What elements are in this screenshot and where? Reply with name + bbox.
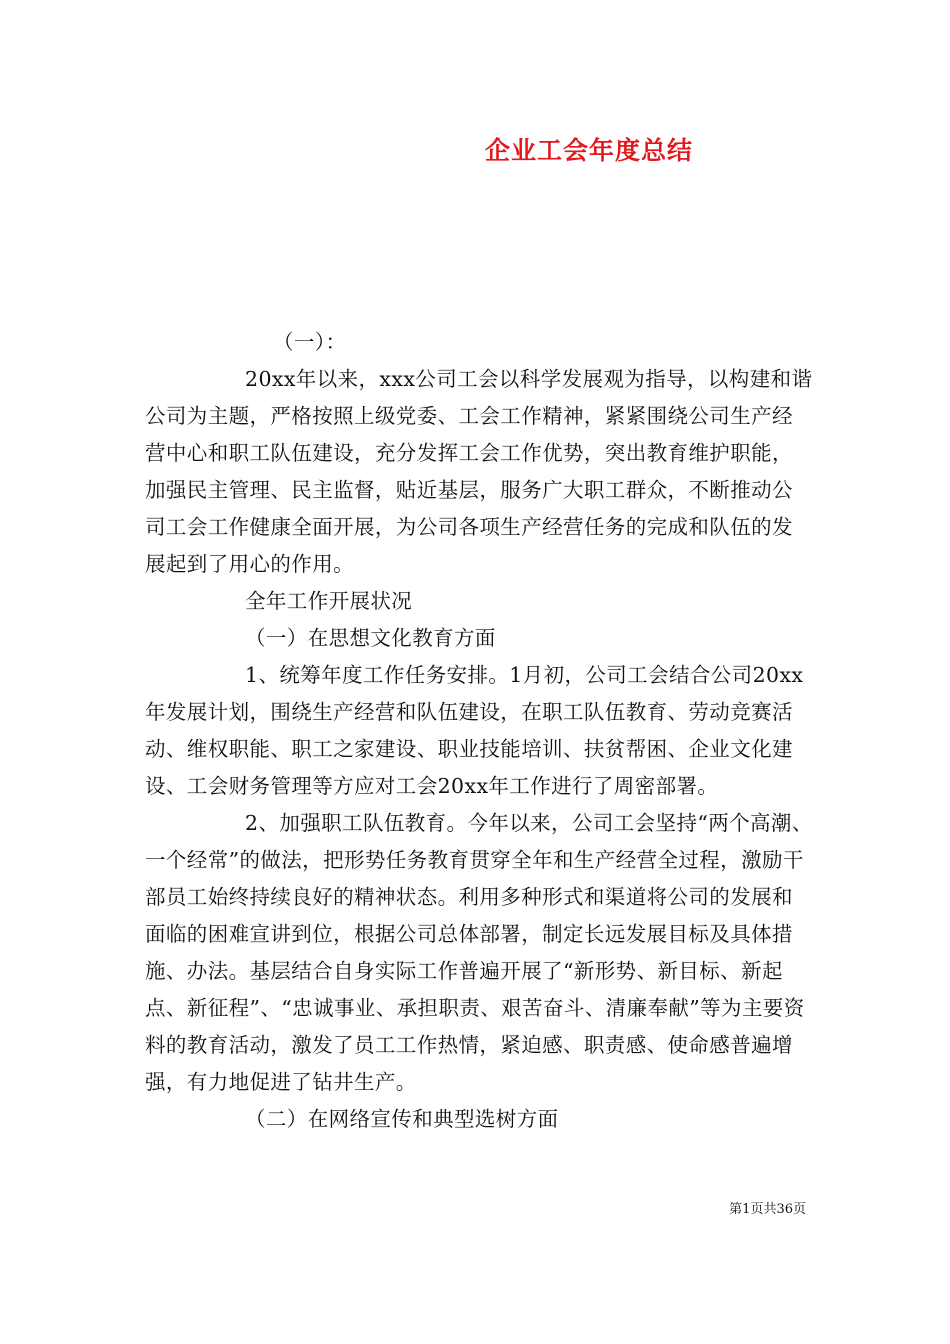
body-paragraph-item-2: 2、加强职工队伍教育。今年以来，公司工会坚持“两个高潮、一个经常”的做法，把形势任务教育贯穿全年和生产经营全过程，激励干部员工始终持续良好的精神状态。利用多种形式和渠道将公司的发展和面临的困难宣讲到位，根据公司总体部署，制定长远发展目标及具体措施、办法。基层结合自身实际工作普遍开展了“新形势、新目标、新起点、新征程”、“忠诚事业、承担职责、艰苦奋斗、清廉奉献”等为主要资料的教育活动，激发了员工工作热情，紧迫感、职责感、使命感普遍增强，有力地促进了钻井生产。 <box>145 811 813 1094</box>
section-heading-overview: 全年工作开展状况 <box>245 589 413 613</box>
section-subtitle: （一）： <box>273 330 347 354</box>
body-paragraph-item-1: 1、统筹年度工作任务安排。1月初，公司工会结合公司20xx年发展计划，围绕生产经营和队伍建设，在职工队伍教育、劳动竞赛活动、维权职能、职工之家建设、职业技能培训、扶贫帮困、企业文化建设、工会财务管理等方应对工会20xx年工作进行了周密部署。 <box>145 663 804 798</box>
page-number: 第1页共36页 <box>729 1202 806 1217</box>
section-heading-publicity: （二）在网络宣传和典型选树方面 <box>245 1107 559 1131</box>
section-heading-culture: （一）在思想文化教育方面 <box>245 626 496 650</box>
body-paragraph-intro: 20xx年以来，xxx公司工会以科学发展观为指导，以构建和谐公司为主题，严格按照上级党委、工会工作精神，紧紧围绕公司生产经营中心和职工队伍建设，充分发挥工会工作优势，突出教育维护职能，加强民主管理、民主监督，贴近基层，服务广大职工群众，不断推动公司工会工作健康全面开展，为公司各项生产经营任务的完成和队伍的发展起到了用心的作用。 <box>145 367 813 576</box>
document-title: 企业工会年度总结 <box>484 136 693 165</box>
document-body <box>145 324 813 1138</box>
